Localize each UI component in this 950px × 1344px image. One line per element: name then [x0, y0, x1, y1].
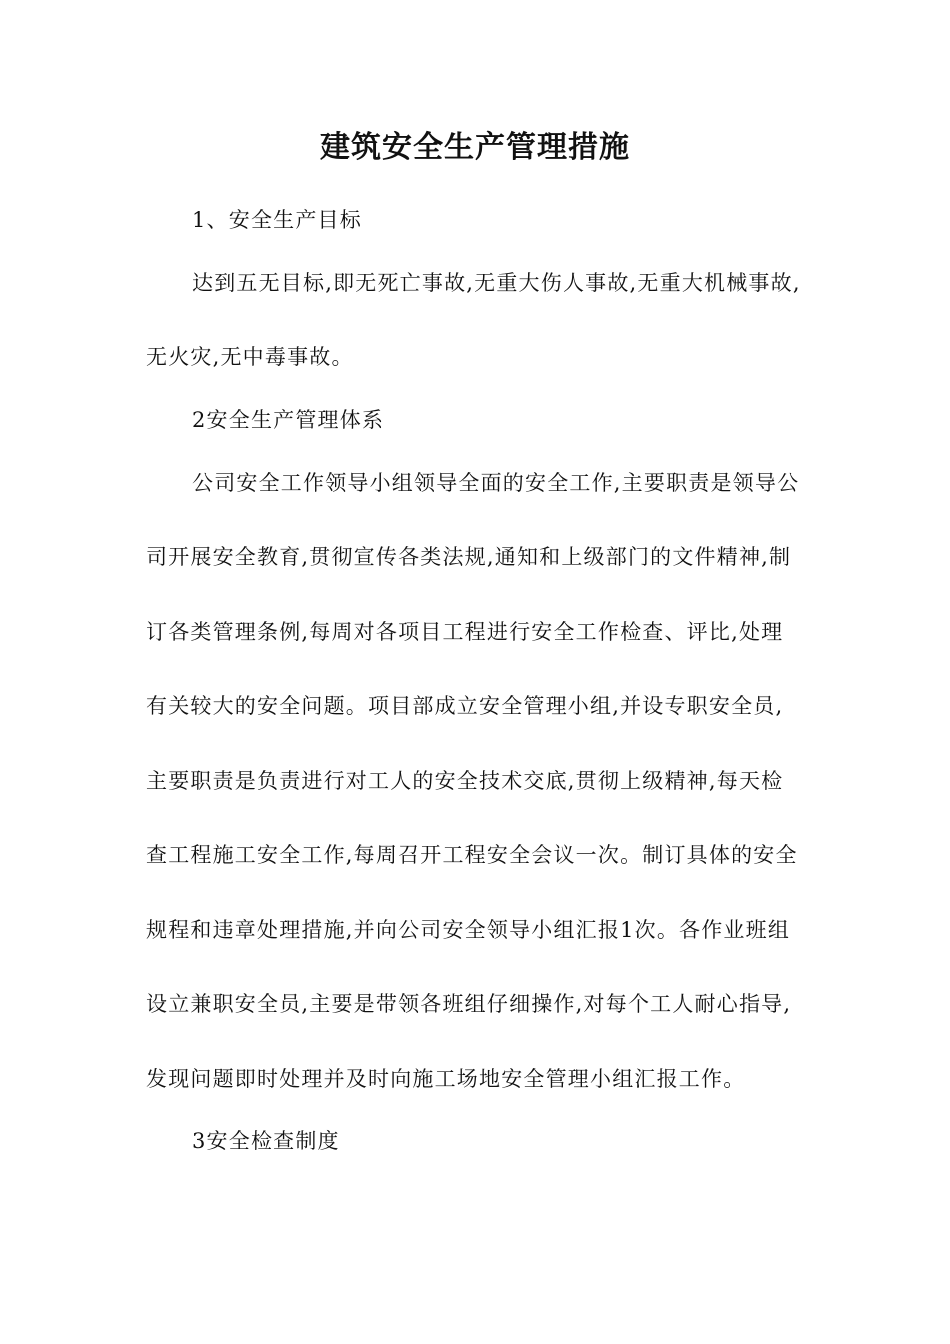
section-1-heading: 1、安全生产目标	[192, 208, 362, 232]
paragraph-line: 司开展安全教育,贯彻宣传各类法规,通知和上级部门的文件精神,制	[146, 545, 792, 569]
paragraph-line: 达到五无目标,即无死亡事故,无重大伤人事故,无重大机械事故,	[192, 271, 801, 295]
paragraph-line: 规程和违章处理措施,并向公司安全领导小组汇报1次。各作业班组	[146, 918, 791, 942]
paragraph-line: 主要职责是负责进行对工人的安全技术交底,贯彻上级精神,每天检	[146, 769, 784, 793]
paragraph-line: 公司安全工作领导小组领导全面的安全工作,主要职责是领导公	[192, 471, 800, 495]
paragraph-line: 发现问题即时处理并及时向施工场地安全管理小组汇报工作。	[146, 1067, 746, 1091]
section-3-heading: 3安全检查制度	[192, 1129, 340, 1153]
document-title: 建筑安全生产管理措施	[320, 130, 630, 165]
paragraph-line: 无火灾,无中毒事故。	[146, 345, 354, 369]
paragraph-line: 查工程施工安全工作,每周召开工程安全会议一次。制订具体的安全	[146, 843, 798, 867]
paragraph-line: 订各类管理条例,每周对各项目工程进行安全工作检查、评比,处理	[146, 620, 784, 644]
section-2-heading: 2安全生产管理体系	[192, 408, 385, 432]
paragraph-line: 设立兼职安全员,主要是带领各班组仔细操作,对每个工人耐心指导,	[146, 992, 792, 1016]
paragraph-line: 有关较大的安全问题。项目部成立安全管理小组,并设专职安全员,	[146, 694, 784, 718]
